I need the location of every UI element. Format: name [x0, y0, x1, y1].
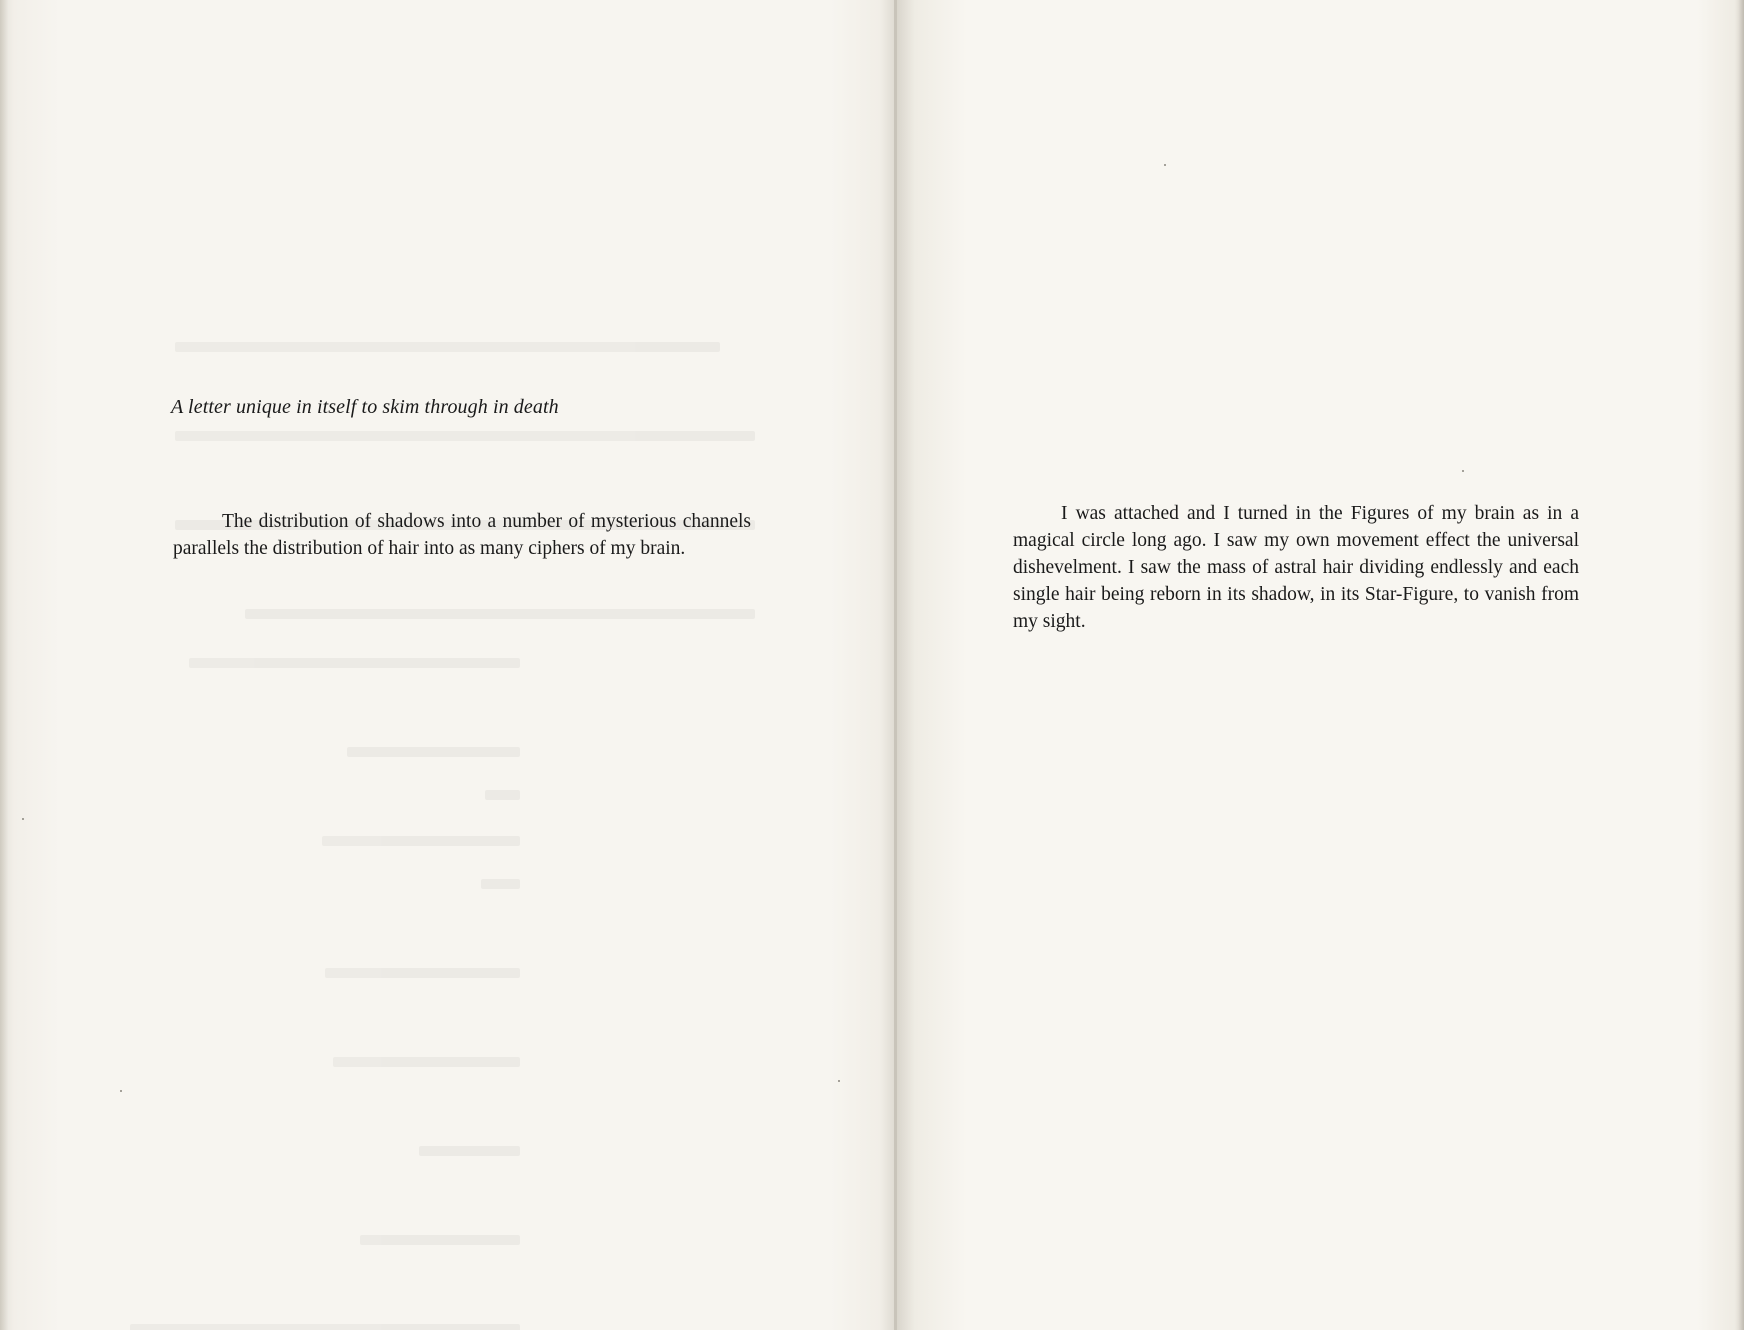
show-through-text [130, 730, 520, 1130]
right-paragraph: I was attached and I turned in the Figures of my brain as in a magical circle long ago. I saw my own movement effect the universal dishevelment. I saw the mass of astral hair dividing endlessly and each single hair being reborn in its shadow, in its Star-Figure, to vanish from my sight. [1013, 503, 1579, 632]
page-heading: A letter unique in itself to skim through in death [171, 396, 559, 418]
left-page-edge [0, 0, 8, 1330]
left-paragraph: The distribution of shadows into a number of mysterious channels parallels the distribution of hair into as many ciphers of my brain. [173, 511, 751, 559]
right-page-edge [1738, 0, 1744, 1330]
paper-speck [838, 1080, 840, 1082]
paper-speck [120, 1090, 122, 1092]
right-page [897, 0, 1744, 1330]
paper-speck [1164, 164, 1166, 166]
paper-speck [1462, 470, 1464, 472]
paper-speck [22, 818, 24, 820]
show-through-text [175, 282, 755, 402]
show-through-text [160, 598, 520, 688]
